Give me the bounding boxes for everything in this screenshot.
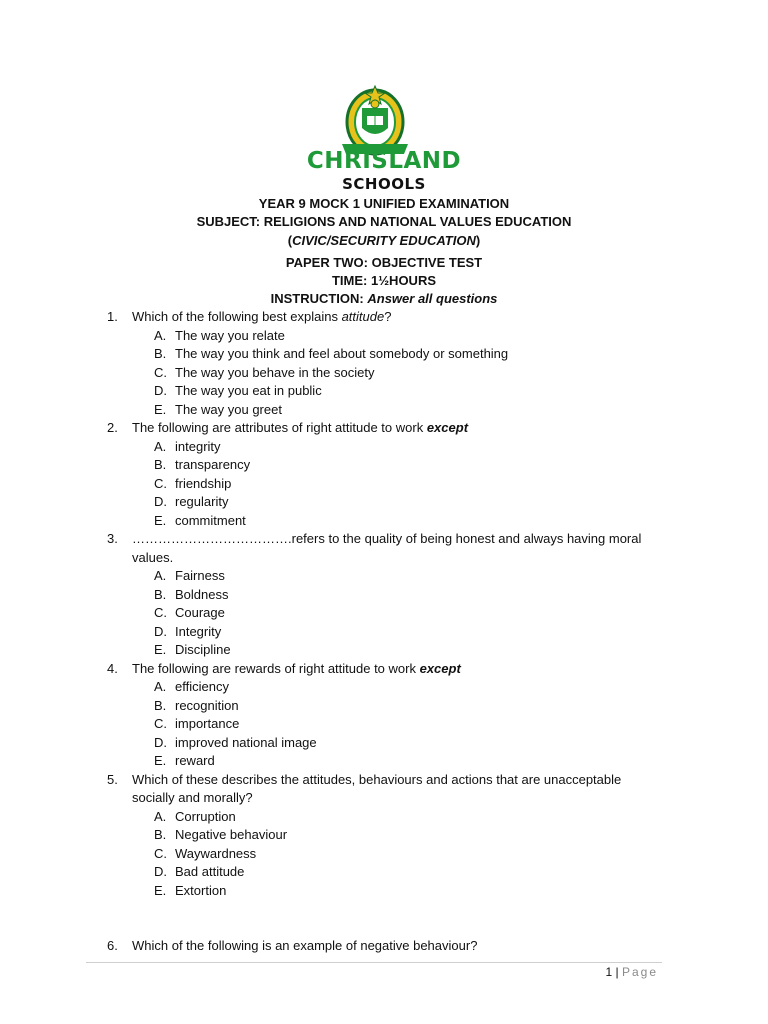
option-letter: E. — [154, 642, 167, 657]
answer-option — [154, 734, 667, 753]
exam-subject: SUBJECT: RELIGIONS AND NATIONAL VALUES EDUCATION — [196, 214, 572, 229]
option-letter: A. — [154, 808, 167, 824]
question-text — [132, 937, 667, 956]
option-text: The way you eat in public — [175, 383, 322, 398]
option-letter: A. — [154, 327, 167, 343]
option-text: importance — [175, 716, 240, 731]
footer-divider — [86, 962, 662, 963]
answer-option — [154, 882, 667, 901]
question-row — [107, 937, 667, 956]
option-text: efficiency — [175, 679, 229, 694]
option-text: friendship — [175, 475, 232, 491]
answer-option — [154, 401, 667, 420]
option-letter: C. — [154, 475, 167, 491]
option-letter: B. — [154, 586, 167, 602]
option-text: Extortion — [175, 882, 227, 898]
option-letter: D. — [154, 734, 167, 750]
option-text: Negative behaviour — [175, 827, 288, 842]
question-number: 4. — [107, 660, 118, 676]
page-word: Page — [621, 965, 658, 979]
option-letter: B. — [154, 346, 167, 361]
answer-option — [154, 364, 667, 383]
answer-option — [154, 641, 667, 660]
question-gap — [107, 900, 667, 937]
question-text — [132, 530, 667, 567]
question-item — [107, 660, 667, 771]
answer-option — [154, 623, 667, 642]
answer-option — [154, 438, 667, 457]
question-emphasis: except — [426, 420, 469, 435]
question-row — [107, 530, 667, 567]
question-item — [107, 530, 667, 660]
answer-option — [154, 863, 667, 882]
option-text: improved national image — [175, 734, 317, 750]
answer-option — [154, 808, 667, 827]
question-text-main: The following are rewards of right attitude to work — [132, 660, 420, 676]
option-text: recognition — [175, 697, 239, 713]
option-text: The way you behave in the society — [175, 364, 375, 380]
question-text-main: Which of the following best explains — [132, 309, 342, 324]
option-letter: B. — [154, 827, 167, 842]
option-letter: E. — [154, 512, 167, 528]
question-row — [107, 771, 667, 808]
answer-option — [154, 567, 667, 586]
exam-instruction: INSTRUCTION: Answer all questions — [270, 291, 498, 306]
option-text: Corruption — [175, 808, 236, 824]
answer-option — [154, 456, 667, 475]
option-letter: D. — [154, 864, 167, 879]
question-number: 5. — [107, 771, 118, 787]
footer-separator: | — [615, 965, 619, 979]
option-text: Integrity — [175, 623, 222, 639]
option-text: transparency — [175, 457, 251, 472]
option-list — [154, 808, 667, 901]
answer-option — [154, 475, 667, 494]
answer-option — [154, 345, 667, 364]
option-text: reward — [175, 753, 215, 768]
option-letter: C. — [154, 364, 167, 380]
answer-option — [154, 512, 667, 531]
question-text — [132, 660, 667, 679]
question-emphasis: attitude — [341, 309, 385, 324]
question-text — [132, 771, 667, 808]
question-emphasis: except — [419, 660, 461, 676]
option-letter: C. — [154, 605, 167, 620]
page-number: 1 — [605, 965, 613, 979]
option-letter: A. — [154, 679, 167, 694]
option-letter: D. — [154, 623, 167, 639]
question-number: 3. — [107, 531, 118, 546]
question-row — [107, 660, 667, 679]
option-text: The way you greet — [175, 401, 282, 417]
answer-option — [154, 678, 667, 697]
option-text: integrity — [175, 438, 221, 454]
option-letter: E. — [154, 753, 167, 768]
answer-option — [154, 845, 667, 864]
question-text-main: Which of these describes the attitudes, behaviours and actions that are unacceptable socially and morally? — [132, 771, 622, 805]
question-text — [132, 308, 667, 327]
answer-option — [154, 752, 667, 771]
exam-subject-detail: (CIVIC/SECURITY EDUCATION) — [287, 233, 481, 248]
option-text: Fairness — [175, 568, 225, 583]
exam-title: YEAR 9 MOCK 1 UNIFIED EXAMINATION — [258, 196, 510, 211]
option-text: The way you relate — [175, 327, 285, 343]
page-footer — [605, 965, 658, 979]
school-name: CHRISLAND — [306, 148, 462, 174]
question-text-main: The following are attributes of right attitude to work — [132, 420, 427, 435]
question-number: 6. — [107, 938, 118, 953]
option-list — [154, 678, 667, 771]
question-item — [107, 308, 667, 419]
option-letter: E. — [154, 882, 167, 898]
answer-option — [154, 382, 667, 401]
question-number: 2. — [107, 420, 118, 435]
option-letter: C. — [154, 716, 167, 731]
question-row — [107, 308, 667, 327]
question-list — [107, 308, 667, 956]
question-item — [107, 419, 667, 530]
option-text: commitment — [175, 512, 246, 528]
option-list — [154, 327, 667, 420]
question-item — [107, 937, 667, 956]
option-list — [154, 438, 667, 531]
exam-paper: PAPER TWO: OBJECTIVE TEST — [285, 255, 483, 270]
option-letter: A. — [154, 568, 167, 583]
answer-option — [154, 715, 667, 734]
option-text: The way you think and feel about somebody or something — [175, 346, 509, 361]
question-row — [107, 419, 667, 438]
option-letter: C. — [154, 845, 167, 861]
option-text: Boldness — [175, 586, 229, 602]
question-text-end: ? — [384, 309, 392, 324]
question-text — [132, 419, 667, 438]
question-item — [107, 771, 667, 901]
answer-option — [154, 604, 667, 623]
option-text: Discipline — [175, 642, 231, 657]
question-text-main: ……………………………….refers to the quality of being honest and always having moral values. — [132, 531, 642, 565]
option-text: regularity — [175, 494, 229, 509]
answer-option — [154, 697, 667, 716]
option-letter: E. — [154, 401, 167, 417]
option-letter: A. — [154, 438, 167, 454]
answer-option — [154, 327, 667, 346]
option-letter: B. — [154, 457, 167, 472]
option-list — [154, 567, 667, 660]
question-text-main: Which of the following is an example of negative behaviour? — [132, 938, 478, 953]
option-text: Courage — [175, 605, 225, 620]
option-text: Bad attitude — [175, 864, 245, 879]
answer-option — [154, 493, 667, 512]
option-letter: B. — [154, 697, 167, 713]
option-text: Waywardness — [175, 845, 257, 861]
option-letter: D. — [154, 383, 167, 398]
answer-option — [154, 826, 667, 845]
answer-option — [154, 586, 667, 605]
school-subtitle: SCHOOLS — [342, 175, 426, 193]
option-letter: D. — [154, 494, 167, 509]
question-number: 1. — [107, 309, 118, 324]
exam-time: TIME: 1½HOURS — [331, 273, 436, 288]
